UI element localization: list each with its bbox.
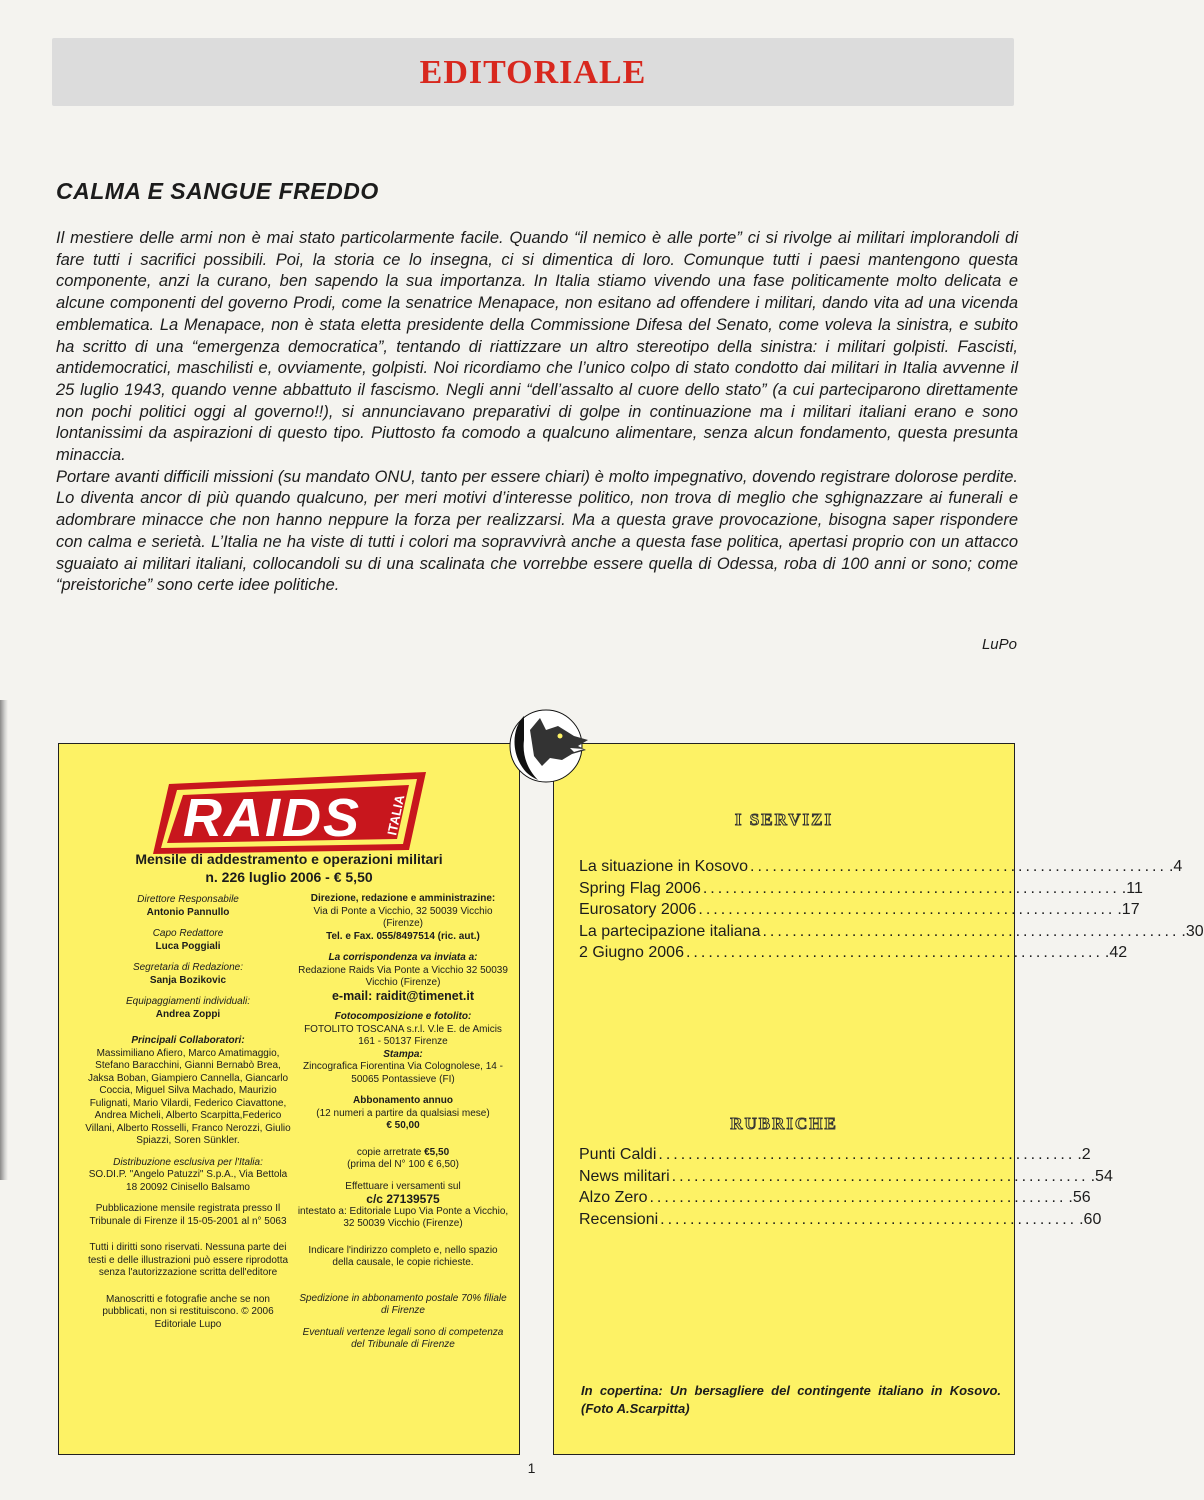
toc-item-label: News militari xyxy=(579,1167,670,1185)
print-heading: Stampa: xyxy=(383,1048,423,1060)
phone-fax: Tel. e Fax. 055/8497514 (ric. aut.) xyxy=(326,930,480,942)
back-issues xyxy=(297,1147,509,1160)
photo-text: FOTOLITO TOSCANA s.r.l. V.le E. de Amicis 161 - 50137 Firenze xyxy=(304,1023,502,1047)
page-number: 1 xyxy=(527,1460,536,1476)
article-headline: CALMA E SANGUE FREDDO xyxy=(56,178,379,204)
toc-item-label: 2 Giugno 2006 xyxy=(579,944,684,961)
toc-item[interactable] xyxy=(579,879,1143,902)
back-issues-price: €5,50 xyxy=(424,1146,450,1158)
direction-address: Via di Ponte a Vicchio, 32 50039 Vicchio (Firenze) xyxy=(313,905,493,929)
rights-text: Tutti i diritti sono riservati. Nessuna parte dei testi e delle illustrazioni può essere riprodotta senza l'autorizzazione scritta dell'editore xyxy=(87,1242,289,1278)
account-holder: intestato a: Editoriale Lupo Via Ponte a Vicchio, 32 50039 Vicchio (Firenze) xyxy=(297,1205,509,1229)
section-title: EDITORIALE xyxy=(419,54,647,91)
article-body xyxy=(56,228,1018,597)
toc-leader: ........................................................ xyxy=(671,1167,1089,1185)
direction-heading: Direzione, redazione e amministrazine: xyxy=(310,893,496,904)
payments-text: Effettuare i versamenti sul xyxy=(345,1180,461,1192)
section-banner xyxy=(52,38,1014,106)
staff-name: Andrea Zoppi xyxy=(155,1008,221,1020)
toc-item[interactable] xyxy=(579,944,1128,966)
toc-item[interactable] xyxy=(579,1189,1091,1211)
raids-logo xyxy=(151,764,431,860)
toc-item-page: .2 xyxy=(1077,1146,1091,1163)
mail-heading: La corrispondenza va inviata a: xyxy=(328,952,478,963)
toc-item-label: Punti Caldi xyxy=(579,1146,657,1163)
contents-panel xyxy=(553,743,1204,1455)
manuscripts-text: Manoscritti e fotografie anche se non pubblicati, non si restituiscono. © 2006 Editoriale Lupo xyxy=(102,1293,274,1330)
staff-name: Antonio Pannullo xyxy=(146,906,230,918)
back-issues-label: copie arretrate xyxy=(356,1146,422,1158)
masthead-subtitle xyxy=(59,850,519,886)
toc-item-page: .56 xyxy=(1068,1189,1091,1206)
address-note: Indicare l'indirizzo completo e, nello spazio della causale, le copie richieste. xyxy=(308,1244,498,1268)
toc-item[interactable] xyxy=(579,1146,1091,1168)
toc-leader: ........................................................ xyxy=(702,879,1120,897)
toc-item-page: .4 xyxy=(1168,858,1183,875)
staff-role: Direttore Responsabile xyxy=(137,894,239,905)
legal-note: Eventuali vertenze legali sono di competenza del Tribunale di Firenze xyxy=(302,1326,504,1350)
toc-item-page: .54 xyxy=(1090,1167,1113,1185)
article-paragraph-2: Portare avanti difficili missioni (su mandato ONU, tanto per essere chiari) è molto impegnativo, dovendo registrare dolorose perdite. Lo diventa ancor di più quando qualcuno, per meri motivi d’interesse politico, non trova di meglio che sghignazzare ai funerali e adombrare minacce che non hanno neppure la forza per realizzarsi. Ma a questa grave provocazione, bisogna saper rispondere con calma e serietà. L’Italia ne ha viste di tutti i colori ma sopravvivrà anche a questa fase politica, apertasi proprio con un attacco sguaiato ai militari italiani, collocandoli su di una scalinata che vorrebbe essere quella di Odessa, roba di 100 anni or sono; come “preistoriche” sono certe idee politiche. xyxy=(56,467,1018,595)
postal-note: Spedizione in abbonamento postale 70% filiale di Firenze xyxy=(299,1292,507,1316)
subscription-heading: Abbonamento annuo xyxy=(353,1095,453,1106)
mail-address: Redazione Raids Via Ponte a Vicchio 32 50039 Vicchio (Firenze) xyxy=(298,964,508,988)
services-title: I SERVIZI xyxy=(734,810,834,829)
toc-item[interactable] xyxy=(579,1210,1102,1233)
toc-leader: ........................................................ xyxy=(685,944,1103,961)
toc-item[interactable] xyxy=(579,901,1140,923)
collaborators-heading: Principali Collaboratori: xyxy=(131,1035,245,1046)
staff-name: Sanja Bozikovic xyxy=(149,974,227,986)
toc-leader: ........................................................ xyxy=(698,901,1116,918)
toc-item-page: .30 xyxy=(1181,922,1204,940)
back-issues-note: (prima del N° 100 € 6,50) xyxy=(347,1159,459,1170)
toc-leader: ........................................................ xyxy=(660,1210,1078,1228)
staff-name: Luca Poggiali xyxy=(155,940,221,952)
distribution-text: SO.DI.P. "Angelo Patuzzi" S.p.A., Via Bettola 18 20092 Cinisello Balsamo xyxy=(88,1169,288,1193)
cover-caption: In copertina: Un bersagliere del contingente italiano in Kosovo. (Foto A.Scarpitta) xyxy=(581,1383,1001,1416)
wolf-emblem-icon xyxy=(500,700,592,792)
toc-item-page: .17 xyxy=(1117,901,1140,918)
account-number: c/c 27139575 xyxy=(366,1192,440,1206)
staff-role: Capo Redattore xyxy=(152,928,224,939)
subscription-price: € 50,00 xyxy=(386,1120,420,1131)
toc-leader: ........................................................ xyxy=(750,858,1167,875)
staff-role: Equipaggiamenti individuali: xyxy=(126,996,250,1007)
services-list xyxy=(579,858,1204,966)
collaborators-list: Massimiliano Afiero, Marco Amatimaggio, Stefano Baracchini, Gianni Bernabò Brea, Jaksa Boban, Giampiero Cannella, Giancarlo Coccia, Miguel Silva Machado, Maurizio Fulignati, Mario Vilardi, Federico Ciavattone, Andrea Micheli, Alberto Scarpitta,Federico Villani, Alberto Rosselli, Franco Nerozzi, Giulio Spiazzi, Soren Sünkler. xyxy=(85,1047,291,1146)
toc-leader: ........................................................ xyxy=(649,1189,1067,1206)
toc-item[interactable] xyxy=(579,1167,1113,1190)
toc-leader: ........................................................ xyxy=(762,922,1180,940)
article-signature: LuPo xyxy=(981,636,1017,653)
toc-leader: ........................................................ xyxy=(658,1146,1076,1163)
toc-item-label: Recensioni xyxy=(579,1210,659,1228)
staff-role: Segretaria di Redazione: xyxy=(132,962,244,973)
toc-item-label: Alzo Zero xyxy=(579,1189,648,1206)
toc-item-page: .42 xyxy=(1104,944,1128,961)
masthead-issue: n. 226 luglio 2006 - € 5,50 xyxy=(205,869,373,885)
distribution-heading: Distribuzione esclusiva per l'Italia: xyxy=(113,1156,263,1168)
email-link[interactable]: e-mail: raidit@timenet.it xyxy=(331,988,475,1003)
toc-item[interactable] xyxy=(579,922,1204,945)
columns-list xyxy=(579,1146,1113,1232)
toc-item-page: .60 xyxy=(1079,1210,1102,1228)
toc-item-label: La partecipazione italiana xyxy=(579,922,761,940)
toc-item[interactable] xyxy=(579,858,1183,880)
logo-text: RAIDS xyxy=(183,788,362,848)
logo-subtext: ITALIA xyxy=(384,793,408,837)
print-text: Zincografica Fiorentina Via Colognolese, 14 - 50065 Pontassieve (FI) xyxy=(303,1061,503,1085)
toc-item-page: .11 xyxy=(1121,879,1143,897)
photo-heading: Fotocomposizione e fotolito: xyxy=(334,1011,472,1022)
columns-title: RUBRICHE xyxy=(730,1114,838,1133)
toc-item-label: Spring Flag 2006 xyxy=(579,879,701,897)
masthead-panel xyxy=(58,743,520,1455)
masthead-staff-column xyxy=(83,894,293,1331)
toc-item-label: La situazione in Kosovo xyxy=(579,858,748,875)
masthead-tagline: Mensile di addestramento e operazioni militari xyxy=(135,851,443,867)
masthead-info-column xyxy=(297,893,509,1352)
page-edge-shadow xyxy=(0,700,8,1180)
article-paragraph-1: Il mestiere delle armi non è mai stato particolarmente facile. Quando “il nemico è alle porte” ci si rivolge ai militari implorandoli di fare tutti i sacrifici possibili. Poi, la storia ce lo insegna, ci si dimentica di loro. Comunque tutti i paesi mantengono questa componente, anzi la curano, ben sapendo la sua importanza. In Italia stiamo vivendo una fase politicamente molto delicata e alcune componenti del governo Prodi, come la senatrice Menapace, non esitano ad offendere i militari, dando vita ad una vicenda emblematica. La Menapace, non è stata eletta presidente della Commissione Difesa del Senato, come voleva la sinistra, e subito ha scritto di una “emergenza democratica”, tentando di riattizzare un altro stereotipo della sinistra: i militari golpisti. Fascisti, antidemocratici, maschilisti e, ovviamente, golpisti. Noi ricordiamo che l’unico colpo di stato condotto dai militari in Italia avvenne il 25 luglio 1943, quando venne abbattuto il fascismo. Negli anni “dell’assalto al cuore dello stato” (a cui parteciparono direttamente non pochi politici oggi al governo!!), si annunciavano preparativi di golpe in continuazione ma i militari italiani erano e sono lontanissimi da aspirazioni di questo tipo. Piuttosto fa comodo a qualcuno alimentare, senza alcun fondamento, questa presunta minaccia. xyxy=(56,229,1018,465)
subscription-text: (12 numeri a partire da qualsiasi mese) xyxy=(316,1107,490,1119)
toc-item-label: Eurosatory 2006 xyxy=(579,901,697,918)
registration-text: Pubblicazione mensile registrata presso Il Tribunale di Firenze il 15-05-2001 al n° 5063 xyxy=(89,1203,287,1227)
